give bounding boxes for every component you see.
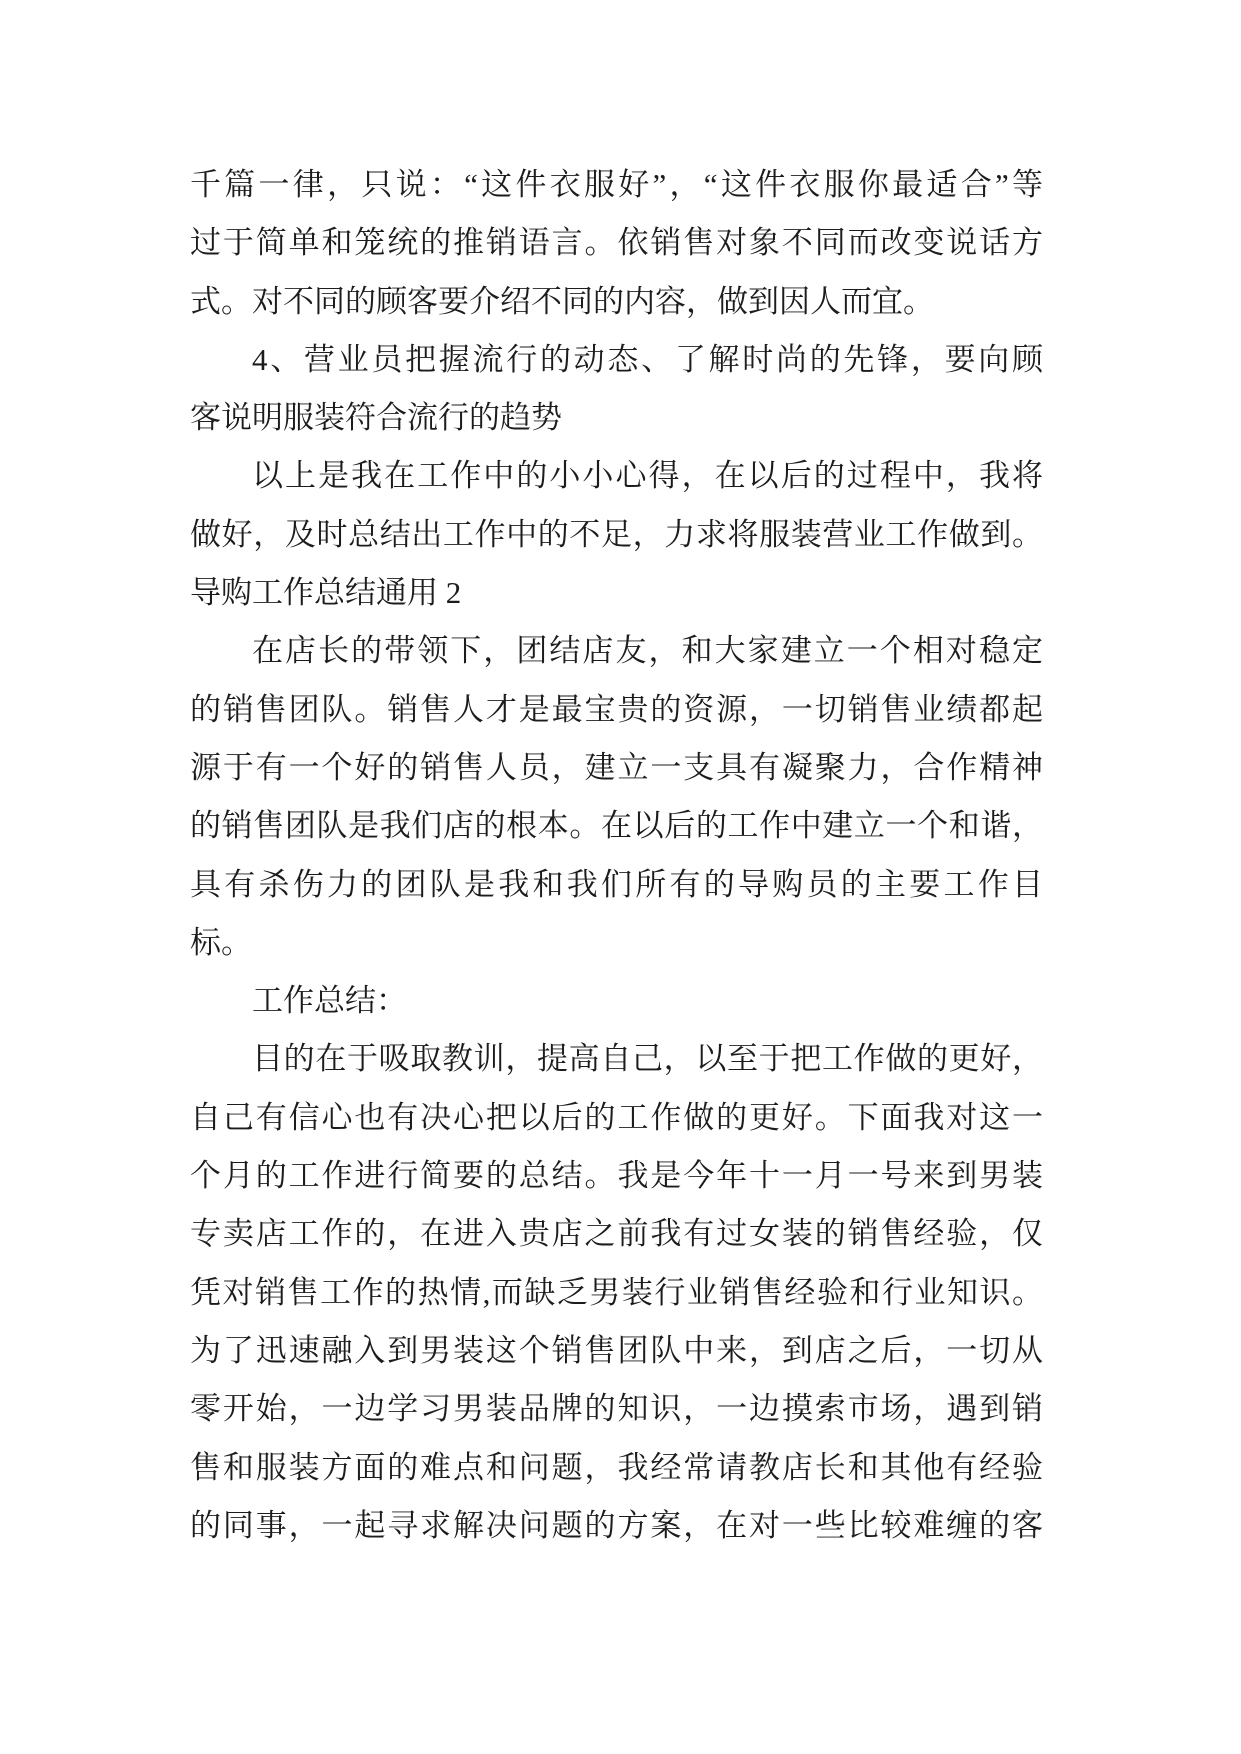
text-line: 过于简单和笼统的推销语言。依销售对象不同而改变说话方 — [190, 225, 1043, 261]
text-line: 标。 — [190, 924, 252, 960]
text-line: 做好，及时总结出工作中的不足，力求将服装营业工作做到。 — [190, 516, 1043, 552]
text-line: 自己有信心也有决心把以后的工作做的更好。下面我对这一 — [190, 1099, 1043, 1135]
text-line: 目的在于吸取教训，提高自己，以至于把工作做的更好， — [252, 1041, 1043, 1077]
text-line: 的销售团队。销售人才是最宝贵的资源，一切销售业绩都起 — [190, 691, 1043, 727]
text-line: 千篇一律，只说：“这件衣服好”，“这件衣服你最适合”等 — [190, 167, 1043, 202]
text-line: 客说明服装符合流行的趋势 — [190, 400, 562, 436]
text-line: 的同事，一起寻求解决问题的方案，在对一些比较难缠的客 — [190, 1507, 1043, 1543]
text-line: 以上是我在工作中的小小心得，在以后的过程中，我将 — [252, 458, 1043, 494]
text-line: 凭对销售工作的热情,而缺乏男装行业销售经验和行业知识。 — [190, 1274, 1043, 1310]
text-line: 售和服装方面的难点和问题，我经常请教店长和其他有经验 — [190, 1449, 1043, 1485]
text-line: 在店长的带领下，团结店友，和大家建立一个相对稳定 — [252, 633, 1043, 669]
text-line: 为了迅速融入到男装这个销售团队中来，到店之后，一切从 — [190, 1332, 1043, 1368]
subsection-heading: 工作总结： — [252, 983, 407, 1019]
text-line: 源于有一个好的销售人员，建立一支具有凝聚力，合作精神 — [190, 749, 1043, 785]
text-line: 个月的工作进行简要的总结。我是今年十一月一号来到男装 — [190, 1158, 1043, 1194]
text-line: 的销售团队是我们店的根本。在以后的工作中建立一个和谐， — [190, 808, 1043, 844]
text-line: 式。对不同的顾客要介绍不同的内容，做到因人而宜。 — [190, 283, 934, 319]
section-heading: 导购工作总结通用 2 — [190, 575, 462, 611]
text-line: 4、营业员把握流行的动态、了解时尚的先锋，要向顾 — [252, 341, 1043, 377]
text-line: 专卖店工作的，在进入贵店之前我有过女装的销售经验，仅 — [190, 1216, 1043, 1252]
text-line: 零开始，一边学习男装品牌的知识，一边摸索市场，遇到销 — [190, 1391, 1043, 1427]
text-line: 具有杀伤力的团队是我和我们所有的导购员的主要工作目 — [190, 866, 1043, 902]
document-text-block — [190, 156, 1043, 1555]
